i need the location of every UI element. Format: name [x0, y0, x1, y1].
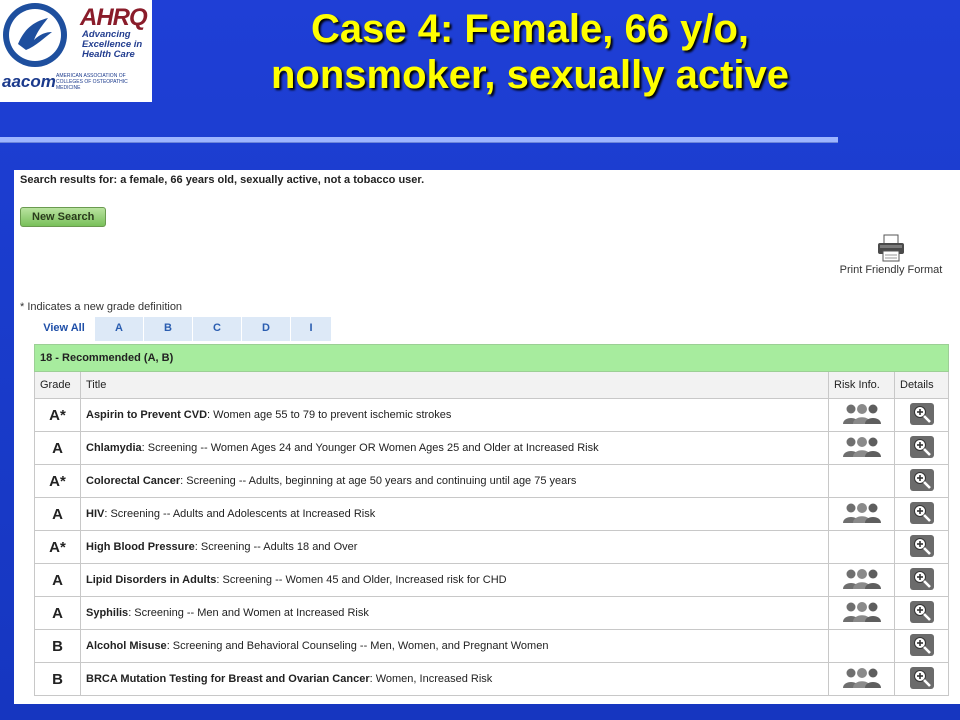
details-zoom-icon[interactable]: [910, 469, 934, 494]
grade-cell: A*: [35, 465, 81, 498]
details-zoom-icon[interactable]: [910, 601, 934, 626]
title-cell: [81, 531, 829, 564]
details-cell: [895, 597, 949, 630]
risk-people-icon[interactable]: [842, 601, 882, 626]
risk-info-cell: [829, 663, 895, 696]
title-cell: [81, 663, 829, 696]
grade-cell: A: [35, 432, 81, 465]
recommendation-title-link[interactable]: Alcohol Misuse: [86, 640, 167, 652]
recommendation-description: : Screening -- Adults and Adolescents at Increased Risk: [104, 508, 376, 520]
table-row: [35, 630, 949, 663]
risk-people-icon[interactable]: [842, 568, 882, 593]
table-row: [35, 531, 949, 564]
title-cell: [81, 465, 829, 498]
risk-info-cell: [829, 498, 895, 531]
risk-info-cell: [829, 399, 895, 432]
aacom-logo-subtitle: AMERICAN ASSOCIATION OF COLLEGES OF OSTEOPATHIC MEDICINE: [56, 73, 128, 91]
tab-grade-b[interactable]: B: [144, 317, 193, 341]
recommendation-rows: [35, 399, 949, 696]
slide-title-line-2: nonsmoker, sexually active: [270, 53, 790, 97]
title-divider: [0, 137, 838, 143]
risk-info-cell: [829, 564, 895, 597]
title-cell: [81, 630, 829, 663]
recommendation-title-link[interactable]: BRCA Mutation Testing for Breast and Ovarian Cancer: [86, 673, 370, 685]
ahrq-logo: [72, 0, 152, 70]
risk-info-cell: [829, 630, 895, 663]
details-cell: [895, 498, 949, 531]
tab-grade-d[interactable]: D: [242, 317, 291, 341]
table-row: [35, 498, 949, 531]
printer-icon[interactable]: [876, 234, 906, 262]
details-zoom-icon[interactable]: [910, 568, 934, 593]
details-cell: [895, 432, 949, 465]
table-row: [35, 399, 949, 432]
grade-cell: A*: [35, 399, 81, 432]
recommendation-title-link[interactable]: High Blood Pressure: [86, 541, 195, 553]
recommendation-description: : Women age 55 to 79 to prevent ischemic strokes: [207, 409, 452, 421]
title-cell: [81, 432, 829, 465]
table-row: [35, 465, 949, 498]
details-cell: [895, 531, 949, 564]
aacom-logo-word: aacom: [2, 72, 56, 91]
column-header-grade: Grade: [35, 372, 81, 399]
recommendation-title-link[interactable]: Lipid Disorders in Adults: [86, 574, 217, 586]
recommendation-title-link[interactable]: Syphilis: [86, 607, 129, 619]
recommendation-description: : Screening -- Women Ages 24 and Younger OR Women Ages 25 and Older at Increased Risk: [141, 442, 599, 454]
recommendation-title-link[interactable]: Chlamydia: [86, 442, 142, 454]
recommendation-description: : Screening -- Men and Women at Increased Risk: [128, 607, 369, 619]
slide-title: [160, 6, 900, 98]
recommendation-title-link[interactable]: Colorectal Cancer: [86, 475, 181, 487]
recommendation-description: : Screening and Behavioral Counseling -- Men, Women, and Pregnant Women: [166, 640, 549, 652]
grade-cell: A: [35, 564, 81, 597]
details-zoom-icon[interactable]: [910, 502, 934, 527]
recommendation-description: : Screening -- Adults, beginning at age 50 years and continuing until age 75 years: [180, 475, 577, 487]
column-header-risk: Risk Info.: [829, 372, 895, 399]
risk-people-icon[interactable]: [842, 403, 882, 428]
table-row: [35, 432, 949, 465]
grade-definition-note: * Indicates a new grade definition: [20, 301, 183, 313]
table-row: [35, 597, 949, 630]
grade-tabs: [34, 317, 332, 341]
risk-info-cell: [829, 465, 895, 498]
grade-cell: A: [35, 498, 81, 531]
column-header-title: Title: [81, 372, 829, 399]
ahrq-tagline: [82, 30, 142, 60]
risk-people-icon[interactable]: [842, 667, 882, 692]
table-row: [35, 564, 949, 597]
logo-panel: [0, 0, 152, 102]
ahrq-tagline-3: Health Care: [82, 49, 135, 60]
search-results-summary: Search results for: a female, 66 years old, sexually active, not a tobacco user.: [20, 174, 425, 186]
slide-title-line-1: Case 4: Female, 66 y/o,: [310, 7, 749, 51]
ahrq-logo-title: AHRQ: [80, 4, 147, 31]
column-header-details: Details: [895, 372, 949, 399]
search-results-page: [14, 170, 960, 704]
details-zoom-icon[interactable]: [910, 634, 934, 659]
risk-info-cell: [829, 531, 895, 564]
risk-people-icon[interactable]: [842, 436, 882, 461]
risk-info-cell: [829, 432, 895, 465]
hhs-seal-icon: [0, 0, 70, 70]
title-cell: [81, 498, 829, 531]
details-cell: [895, 630, 949, 663]
grade-cell: A: [35, 597, 81, 630]
title-cell: [81, 597, 829, 630]
risk-info-cell: [829, 597, 895, 630]
details-cell: [895, 564, 949, 597]
tab-view-all[interactable]: View All: [34, 317, 95, 341]
column-header-row: [35, 372, 949, 399]
print-friendly-link[interactable]: [826, 232, 956, 280]
details-zoom-icon[interactable]: [910, 667, 934, 692]
recommendation-description: : Screening -- Adults 18 and Over: [194, 541, 358, 553]
tab-grade-c[interactable]: C: [193, 317, 242, 341]
print-friendly-label[interactable]: Print Friendly Format: [839, 264, 943, 276]
details-cell: [895, 399, 949, 432]
new-search-button[interactable]: New Search: [20, 207, 106, 227]
recommendation-title-link[interactable]: HIV: [86, 508, 105, 520]
grade-cell: B: [35, 663, 81, 696]
title-cell: [81, 399, 829, 432]
details-zoom-icon[interactable]: [910, 436, 934, 461]
recommendation-description: : Women, Increased Risk: [369, 673, 493, 685]
risk-people-icon[interactable]: [842, 502, 882, 527]
recommendations-table: [34, 344, 949, 696]
ahrq-tagline-1: Advancing: [82, 29, 131, 40]
table-row: [35, 663, 949, 696]
title-cell: [81, 564, 829, 597]
grade-cell: A*: [35, 531, 81, 564]
ahrq-tagline-2: Excellence in: [82, 39, 143, 50]
details-cell: [895, 663, 949, 696]
details-cell: [895, 465, 949, 498]
group-header-label: 18 - Recommended (A, B): [35, 345, 949, 372]
group-header-row: [35, 345, 949, 372]
aacom-logo: [0, 70, 152, 102]
tab-grade-a[interactable]: A: [95, 317, 144, 341]
tab-grade-i[interactable]: I: [291, 317, 332, 341]
grade-cell: B: [35, 630, 81, 663]
recommendation-description: : Screening -- Women 45 and Older, Increased risk for CHD: [216, 574, 507, 586]
details-zoom-icon[interactable]: [910, 535, 934, 560]
details-zoom-icon[interactable]: [910, 403, 934, 428]
recommendation-title-link[interactable]: Aspirin to Prevent CVD: [86, 409, 208, 421]
